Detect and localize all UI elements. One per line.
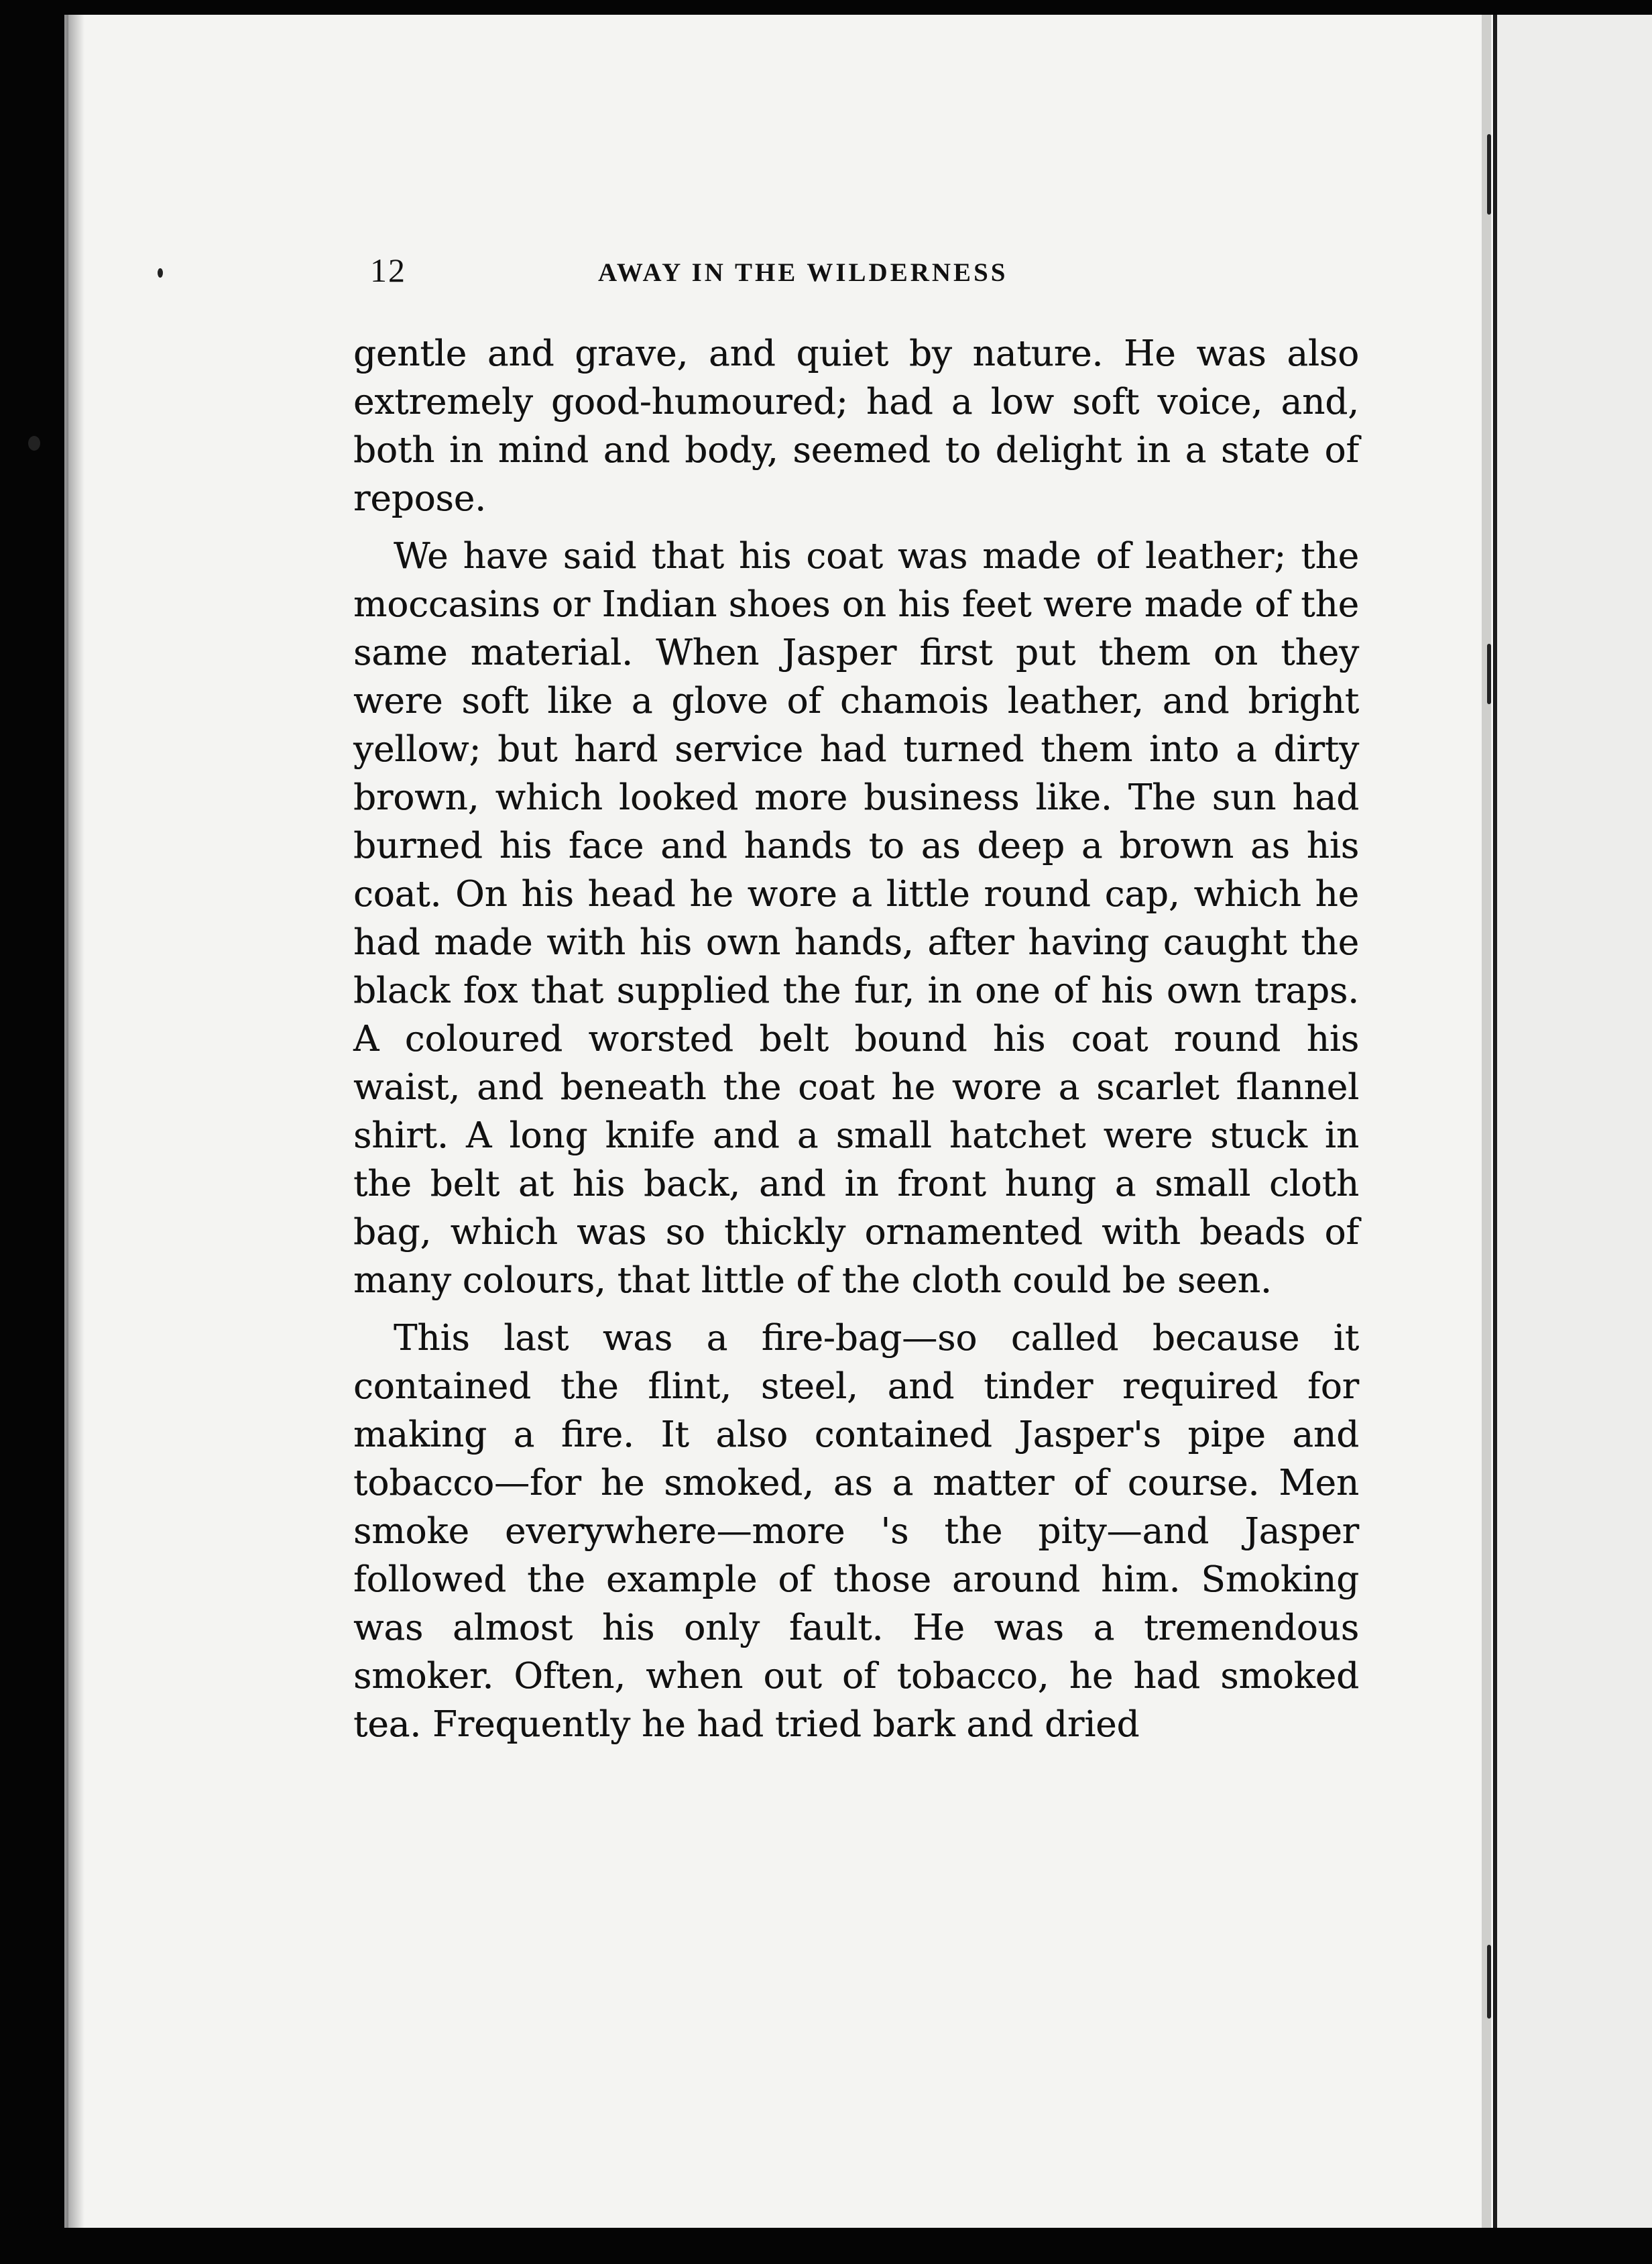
scan-speck: [1487, 134, 1491, 215]
body-text: [353, 330, 1359, 1749]
book-page: [64, 15, 1493, 2228]
paragraph-3: This last was a fire-bag—so called because it contained the flint, steel, and tinder required for making a fire. It also contained Jasper's pipe and tobacco—for he smoked, as a matter of course. Men smoke everywhere—more 's the pity—and Jasper followed the example of those around him. Smoking was almost his only fault. He was a tremendous smoker. Often, when out of tobacco, he had smoked tea. Frequently he had tried bark and dried: [353, 1318, 1359, 1745]
scan-speck: [28, 436, 40, 451]
paragraph-2: We have said that his coat was made of leather; the moccasins or Indian shoes on his feet were made of the same material. When Jasper first put them on they were soft like a glove of chamois leather, and bright yellow; but hard service had turned them into a dirty brown, which looked more business like. The sun had burned his face and hands to as deep a brown as his coat. On his head he wore a little round cap, which he had made with his own hands, after having caught the black fox that supplied the fur, in one of his own traps. A coloured worsted belt bound his coat round his waist, and beneath the coat he wore a scarlet flannel shirt. A long knife and a small hatchet were stuck in the belt at his back, and in front hung a small cloth bag, which was so thickly ornamented with beads of many colours, that little of the cloth could be seen.: [353, 536, 1359, 1301]
scan-speck: [1487, 644, 1491, 704]
page-gutter: [1482, 15, 1491, 2228]
scan-speck: [158, 268, 163, 278]
scan-speck: [1487, 1945, 1491, 2019]
paragraph-1: gentle and grave, and quiet by nature. He was also extremely good-humoured; had a low soft voice, and, both in mind and body, seemed to delight in a state of repose.: [353, 333, 1359, 519]
running-head: [68, 251, 1493, 304]
running-title: AWAY IN THE WILDERNESS: [598, 258, 1008, 287]
page-edge-shadow: [64, 15, 84, 2228]
adjacent-page-edge: [1494, 15, 1652, 2228]
page-number: 12: [370, 251, 406, 289]
